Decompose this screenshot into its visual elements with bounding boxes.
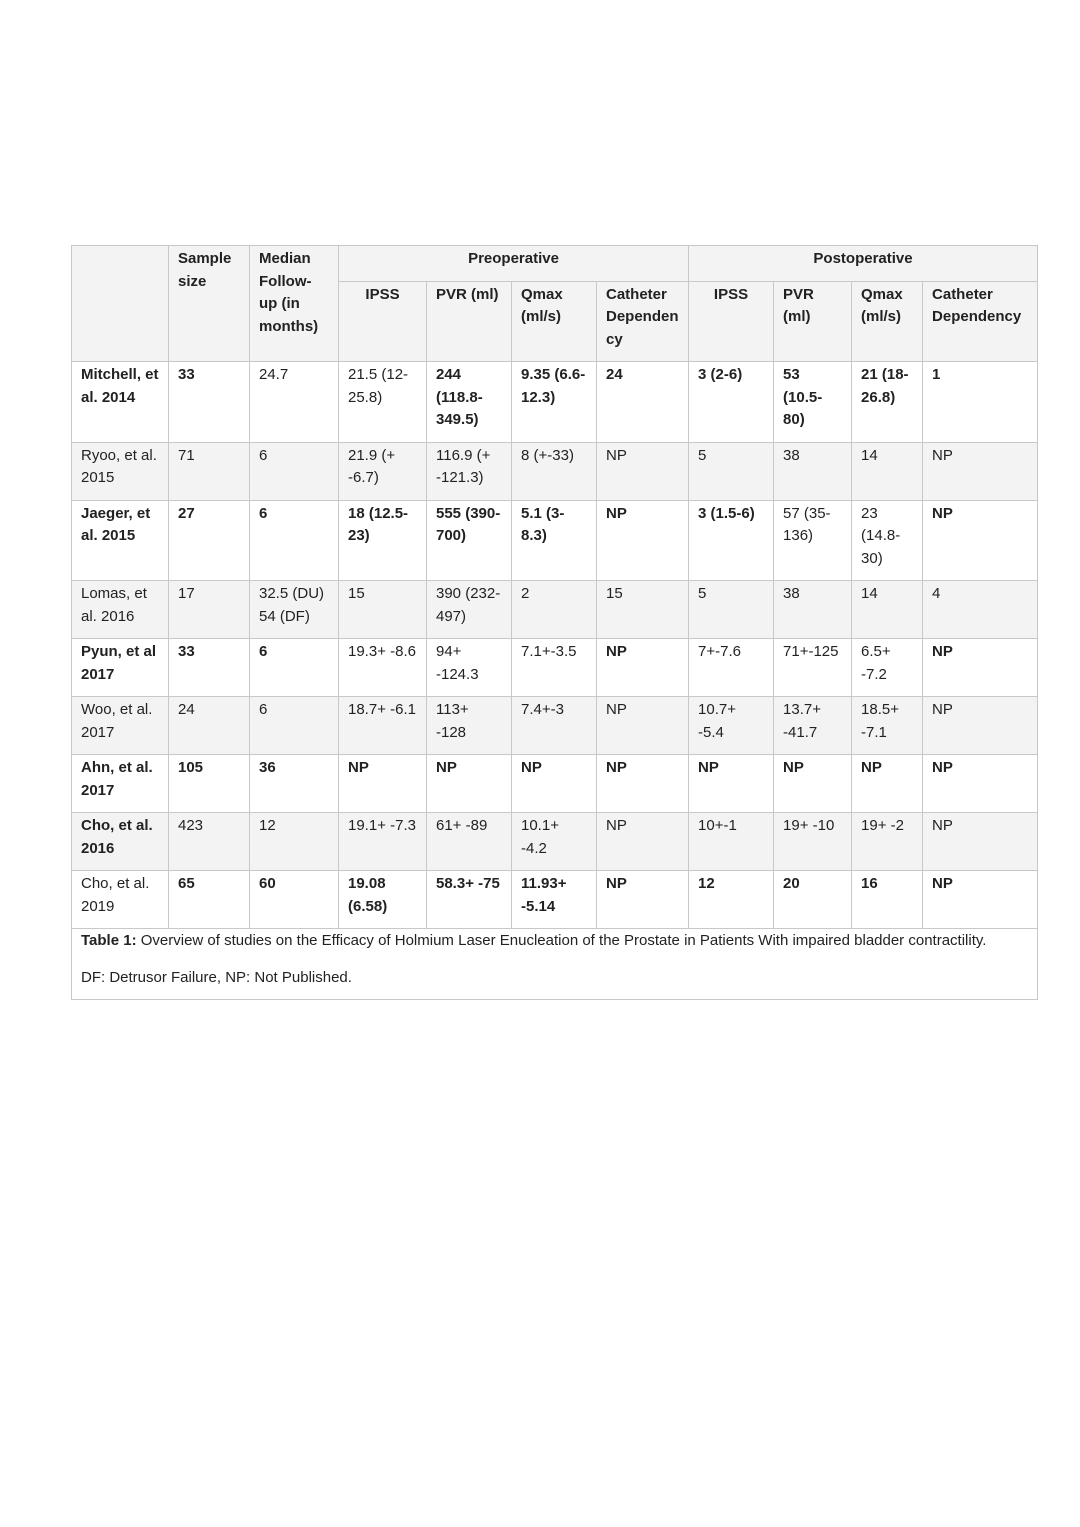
header-post-ipss: IPSS: [689, 281, 774, 362]
header-preoperative: Preoperative: [339, 246, 689, 282]
caption-text: [81, 930, 1028, 953]
cell-sample-size: 423: [169, 813, 250, 871]
cell-post-qmax: 14: [852, 442, 923, 500]
cell-pre-catheter: NP: [597, 500, 689, 581]
cell-pre-ipss: 18.7+ -6.1: [339, 697, 427, 755]
cell-post-qmax: NP: [852, 755, 923, 813]
cell-post-pvr: 57 (35-136): [774, 500, 852, 581]
cell-followup: 24.7: [250, 362, 339, 443]
cell-pre-catheter: NP: [597, 697, 689, 755]
cell-post-catheter: NP: [923, 755, 1038, 813]
cell-post-ipss: 3 (2-6): [689, 362, 774, 443]
cell-pre-qmax: 8 (+-33): [512, 442, 597, 500]
cell-pre-ipss: 21.9 (+ -6.7): [339, 442, 427, 500]
header-pre-catheter: Catheter Dependency: [597, 281, 689, 362]
cell-followup: 12: [250, 813, 339, 871]
table-row: [72, 639, 1038, 697]
cell-post-qmax: 6.5+ -7.2: [852, 639, 923, 697]
cell-followup: 6: [250, 500, 339, 581]
cell-pre-pvr: 390 (232-497): [427, 581, 512, 639]
cell-pre-pvr: 244 (118.8-349.5): [427, 362, 512, 443]
table-caption: [72, 929, 1038, 1000]
header-post-catheter: Catheter Dependency: [923, 281, 1038, 362]
header-pre-ipss: IPSS: [339, 281, 427, 362]
cell-followup: 6: [250, 639, 339, 697]
cell-pre-qmax: 5.1 (3-8.3): [512, 500, 597, 581]
header-sample-size: Sample size: [169, 246, 250, 362]
cell-pre-catheter: NP: [597, 442, 689, 500]
cell-pre-catheter: NP: [597, 871, 689, 929]
table-row: [72, 755, 1038, 813]
cell-post-pvr: NP: [774, 755, 852, 813]
cell-post-catheter: NP: [923, 813, 1038, 871]
table-row: [72, 362, 1038, 443]
cell-post-ipss: 3 (1.5-6): [689, 500, 774, 581]
cell-pre-pvr: 58.3+ -75: [427, 871, 512, 929]
cell-post-qmax: 16: [852, 871, 923, 929]
header-empty-cell: [72, 246, 169, 362]
caption-body: Overview of studies on the Efficacy of Holmium Laser Enucleation of the Prostate in Patients With impaired bladder contractility.: [136, 932, 987, 949]
cell-pre-catheter: 15: [597, 581, 689, 639]
cell-pre-qmax: 11.93+ -5.14: [512, 871, 597, 929]
cell-post-qmax: 21 (18-26.8): [852, 362, 923, 443]
cell-sample-size: 33: [169, 362, 250, 443]
cell-sample-size: 27: [169, 500, 250, 581]
cell-study: Mitchell, et al. 2014: [72, 362, 169, 443]
cell-followup: 6: [250, 697, 339, 755]
cell-pre-pvr: 94+ -124.3: [427, 639, 512, 697]
cell-pre-qmax: 9.35 (6.6-12.3): [512, 362, 597, 443]
cell-sample-size: 24: [169, 697, 250, 755]
cell-study: Ahn, et al. 2017: [72, 755, 169, 813]
cell-pre-qmax: 10.1+ -4.2: [512, 813, 597, 871]
cell-pre-ipss: NP: [339, 755, 427, 813]
cell-followup: 60: [250, 871, 339, 929]
cell-post-catheter: 4: [923, 581, 1038, 639]
cell-post-pvr: 19+ -10: [774, 813, 852, 871]
cell-post-pvr: 13.7+ -41.7: [774, 697, 852, 755]
cell-pre-pvr: 116.9 (+ -121.3): [427, 442, 512, 500]
cell-pre-pvr: 113+ -128: [427, 697, 512, 755]
cell-pre-ipss: 19.08 (6.58): [339, 871, 427, 929]
cell-pre-catheter: NP: [597, 813, 689, 871]
cell-pre-pvr: 61+ -89: [427, 813, 512, 871]
cell-post-ipss: 7+-7.6: [689, 639, 774, 697]
header-pre-pvr: PVR (ml): [427, 281, 512, 362]
cell-post-catheter: NP: [923, 697, 1038, 755]
cell-post-pvr: 20: [774, 871, 852, 929]
cell-post-pvr: 38: [774, 442, 852, 500]
cell-pre-qmax: 7.1+-3.5: [512, 639, 597, 697]
cell-post-catheter: NP: [923, 500, 1038, 581]
cell-study: Pyun, et al 2017: [72, 639, 169, 697]
cell-followup: 32.5 (DU) 54 (DF): [250, 581, 339, 639]
table-row: [72, 500, 1038, 581]
cell-pre-pvr: 555 (390-700): [427, 500, 512, 581]
cell-post-pvr: 53 (10.5-80): [774, 362, 852, 443]
cell-pre-ipss: 19.1+ -7.3: [339, 813, 427, 871]
table-footnote: DF: Detrusor Failure, NP: Not Published.: [81, 968, 352, 986]
cell-study: Ryoo, et al. 2015: [72, 442, 169, 500]
cell-post-ipss: 10.7+ -5.4: [689, 697, 774, 755]
table-row: [72, 871, 1038, 929]
cell-pre-qmax: NP: [512, 755, 597, 813]
cell-post-ipss: NP: [689, 755, 774, 813]
cell-followup: 36: [250, 755, 339, 813]
cell-post-qmax: 14: [852, 581, 923, 639]
cell-pre-ipss: 15: [339, 581, 427, 639]
header-post-qmax: Qmax (ml/s): [852, 281, 923, 362]
header-post-pvr: PVR (ml): [774, 281, 852, 362]
cell-post-ipss: 12: [689, 871, 774, 929]
cell-pre-ipss: 18 (12.5-23): [339, 500, 427, 581]
studies-table: [71, 245, 1038, 1000]
caption-row: [72, 929, 1038, 1000]
cell-post-qmax: 18.5+ -7.1: [852, 697, 923, 755]
cell-post-qmax: 23 (14.8-30): [852, 500, 923, 581]
cell-post-catheter: NP: [923, 639, 1038, 697]
cell-pre-ipss: 21.5 (12-25.8): [339, 362, 427, 443]
cell-post-catheter: 1: [923, 362, 1038, 443]
header-postoperative: Postoperative: [689, 246, 1038, 282]
cell-followup: 6: [250, 442, 339, 500]
cell-study: Jaeger, et al. 2015: [72, 500, 169, 581]
cell-post-pvr: 71+-125: [774, 639, 852, 697]
cell-pre-catheter: 24: [597, 362, 689, 443]
cell-post-catheter: NP: [923, 442, 1038, 500]
cell-study: Lomas, et al. 2016: [72, 581, 169, 639]
cell-pre-qmax: 7.4+-3: [512, 697, 597, 755]
table-row: [72, 442, 1038, 500]
cell-study: Cho, et al. 2019: [72, 871, 169, 929]
table-row: [72, 813, 1038, 871]
cell-study: Woo, et al. 2017: [72, 697, 169, 755]
cell-pre-qmax: 2: [512, 581, 597, 639]
cell-sample-size: 33: [169, 639, 250, 697]
cell-post-catheter: NP: [923, 871, 1038, 929]
cell-pre-pvr: NP: [427, 755, 512, 813]
header-row-groups: [72, 246, 1038, 282]
header-pre-qmax: Qmax (ml/s): [512, 281, 597, 362]
header-median-followup: Median Follow-up (in months): [250, 246, 339, 362]
table-row: [72, 697, 1038, 755]
cell-pre-ipss: 19.3+ -8.6: [339, 639, 427, 697]
cell-sample-size: 105: [169, 755, 250, 813]
cell-sample-size: 65: [169, 871, 250, 929]
caption-label: Table 1:: [81, 932, 137, 949]
cell-pre-catheter: NP: [597, 639, 689, 697]
cell-post-ipss: 5: [689, 581, 774, 639]
cell-sample-size: 71: [169, 442, 250, 500]
cell-post-ipss: 5: [689, 442, 774, 500]
cell-post-qmax: 19+ -2: [852, 813, 923, 871]
cell-study: Cho, et al. 2016: [72, 813, 169, 871]
table-row: [72, 581, 1038, 639]
cell-sample-size: 17: [169, 581, 250, 639]
cell-pre-catheter: NP: [597, 755, 689, 813]
cell-post-ipss: 10+-1: [689, 813, 774, 871]
cell-post-pvr: 38: [774, 581, 852, 639]
